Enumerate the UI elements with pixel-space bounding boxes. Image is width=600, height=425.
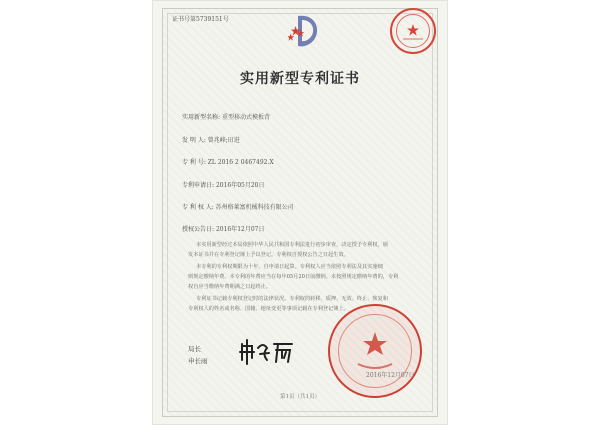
paragraph-line: 本专利的专利权期限为十年，自申请日起算。专利权人应当依照专利法及其实施细: [196, 264, 383, 270]
top-right-stamp-icon: [390, 8, 436, 54]
patent-number-row: [182, 157, 274, 166]
paragraph-line: 专利权人的姓名或名称、国籍、地址变更等事项记载在专利登记簿上。: [188, 306, 349, 312]
grant-date-label: 授权公告日:: [182, 226, 215, 233]
patent-holder-row: [182, 202, 294, 211]
paragraph-line: 本实用新型经过本局依照中华人民共和国专利法进行初步审查，决定授予专利权，颁: [196, 242, 388, 248]
inventor-row: [182, 135, 240, 144]
filing-date-row: [182, 180, 265, 189]
paragraph-line: 则规定缴纳年费。本专利的年费应当在每年05月20日前缴纳。未按照规定缴纳年费的，专利: [188, 274, 399, 280]
seal-date: 2016年12月07日: [366, 372, 415, 379]
certificate-number: 证书号第5739151号: [172, 16, 229, 23]
utility-model-name-value: 重型移动式模板背: [221, 114, 270, 121]
patent-number-value: ZL 2016 2 0467492.X: [207, 159, 274, 166]
certificate-page: [152, 0, 448, 425]
certificate-title: 实用新型专利证书: [240, 71, 360, 87]
director-title: 局长: [188, 345, 201, 353]
grant-date-row: [182, 224, 265, 233]
utility-model-name-label: 实用新型名称:: [182, 114, 221, 121]
patent-holder-value: 苏州格莱富机械科技有限公司: [215, 204, 294, 211]
grant-date-value: 2016年12月07日: [215, 226, 265, 233]
patent-number-label: 专 利 号:: [182, 159, 206, 166]
utility-model-name-row: [182, 112, 270, 121]
page-number: 第1页（共1页）: [280, 394, 320, 400]
filing-date-value: 2016年05月20日: [215, 182, 265, 189]
inventor-value: 曾兆峰;田进: [207, 137, 240, 144]
director-name: 申长雨: [188, 357, 208, 365]
paragraph-line: 权自应当缴纳年费期满之日起终止。: [188, 284, 272, 290]
patent-office-logo-icon: [288, 10, 322, 62]
director-signature-icon: [238, 338, 296, 366]
patent-holder-label: 专 利 权 人:: [182, 204, 214, 211]
inventor-label: 发 明 人:: [182, 137, 206, 144]
filing-date-label: 专利申请日:: [182, 182, 215, 189]
paragraph-line: 专利证书记载专利权登记时的法律状况。专利权的转移、质押、无效、终止、恢复和: [196, 296, 388, 302]
paragraph-line: 发本证书并在专利登记簿上予以登记。专利权自授权公告之日起生效。: [188, 252, 349, 258]
patent-office-seal-icon: [328, 304, 422, 398]
